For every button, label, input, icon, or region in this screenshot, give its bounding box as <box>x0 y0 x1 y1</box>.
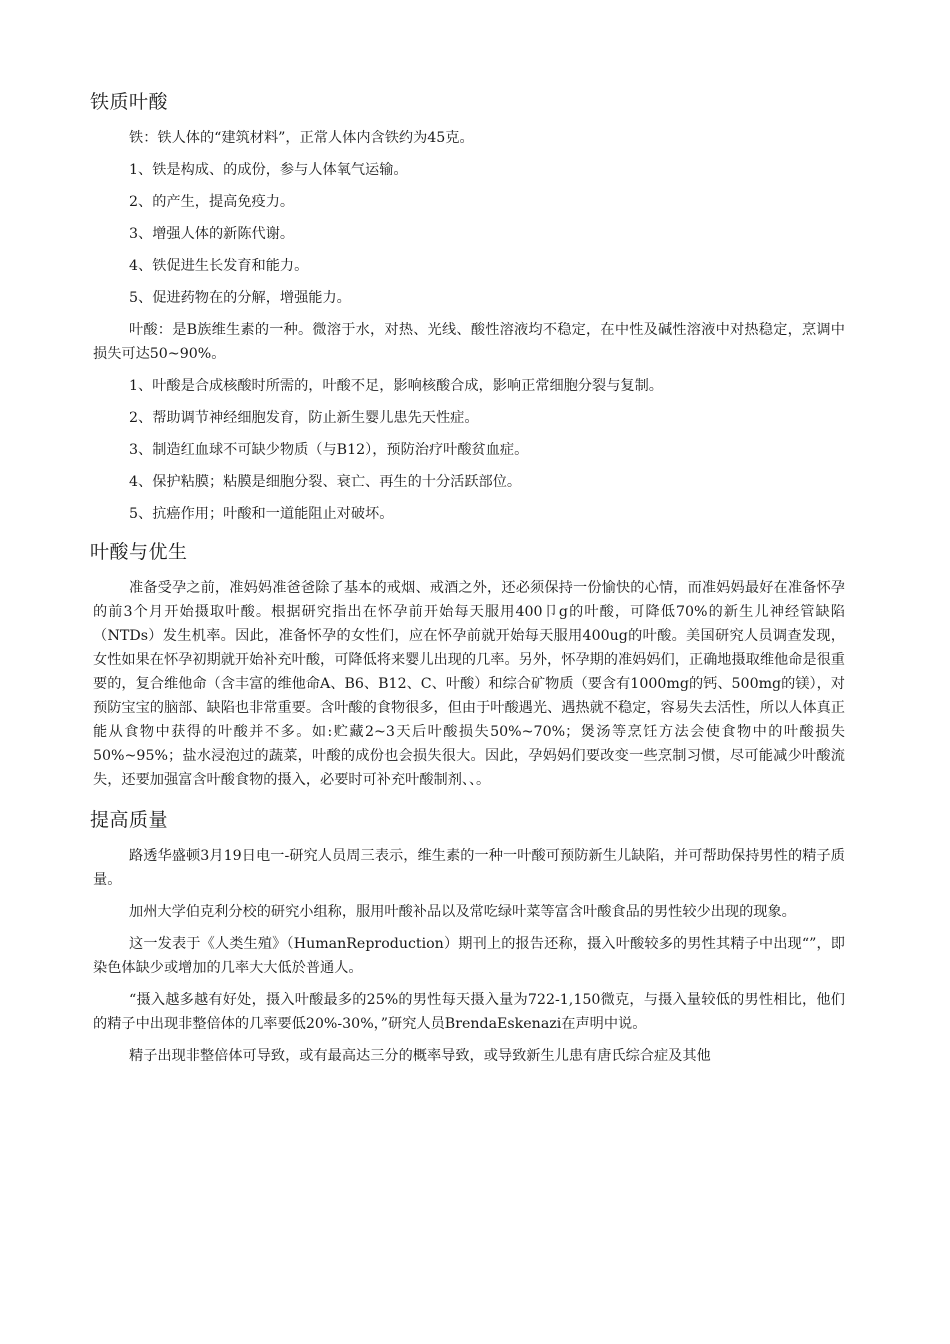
paragraph: 3、制造红血球不可缺少物质（与B12），预防治疗叶酸贫血症。 <box>129 442 529 458</box>
section-heading: 叶酸与优生 <box>90 541 188 563</box>
document-page <box>90 88 845 1082</box>
paragraph: 这一发表于《人类生殖》（HumanReproduction）期刊上的报告还称，摄入叶酸较多的男性其精子中出现“”，即染色体缺少或增加的几率大大低於普通人。 <box>93 936 845 976</box>
paragraph: 加州大学伯克利分校的研究小组称，服用叶酸补品以及常吃绿叶菜等富含叶酸食品的男性较少出现的现象。 <box>129 904 796 920</box>
paragraph: 1、叶酸是合成核酸时所需的，叶酸不足，影响核酸合成，影响正常细胞分裂与复制。 <box>129 378 663 394</box>
paragraph: 铁：铁人体的“建筑材料”，正常人体内含铁约为45克。 <box>129 130 474 146</box>
section-iron-folic-acid <box>90 88 845 526</box>
section-improve-quality <box>90 806 845 1068</box>
paragraph: 1、铁是构成、的成份，参与人体氧气运输。 <box>129 162 408 178</box>
paragraph: 5、促进药物在的分解，增强能力。 <box>129 290 351 306</box>
paragraph: 叶酸：是B族维生素的一种。微溶于水，对热、光线、酸性溶液均不稳定，在中性及碱性溶液中对热稳定，烹调中损失可达50~90%。 <box>93 322 845 362</box>
paragraph: 精子出现非整倍体可导致，或有最高达三分的概率导致，或导致新生儿患有唐氏综合症及其他 <box>129 1048 711 1064</box>
section-heading: 铁质叶酸 <box>90 91 169 113</box>
paragraph: “摄入越多越有好处，摄入叶酸最多的25%的男性每天摄入量为722-1,150微克，与摄入量较低的男性相比，他们的精子中出现非整倍体的几率要低20%-30%，”研究人员BrendaEskenazi在声明中说。 <box>93 992 845 1032</box>
paragraph: 4、铁促进生长发育和能力。 <box>129 258 309 274</box>
section-heading: 提高质量 <box>90 809 169 831</box>
paragraph: 2、帮助调节神经细胞发育，防止新生婴儿患先天性症。 <box>129 410 479 426</box>
paragraph: 2、的产生，提高免疫力。 <box>129 194 295 210</box>
section-folic-acid-eugenics <box>90 538 845 792</box>
paragraph: 4、保护粘膜；粘膜是细胞分裂、衰亡、再生的十分活跃部位。 <box>129 474 522 490</box>
paragraph: 路透华盛顿3月19日电一-研究人员周三表示，维生素的一种一叶酸可预防新生儿缺陷，并可帮助保持男性的精子质量。 <box>93 848 845 888</box>
paragraph: 5、抗癌作用；叶酸和一道能阻止对破坏。 <box>129 506 394 522</box>
paragraph: 3、增强人体的新陈代谢。 <box>129 226 295 242</box>
paragraph: 准备受孕之前，准妈妈准爸爸除了基本的戒烟、戒酒之外，还必须保持一份愉快的心情，而准妈妈最好在准备怀孕的前3个月开始摄取叶酸。根据研究指出在怀孕前开始每天服用400卩g的叶酸，可降低70%的新生儿神经管缺陷（NTDs）发生机率。因此，准备怀孕的女性们，应在怀孕前就开始每天服用400ug的叶酸。美国研究人员调查发现，女性如果在怀孕初期就开始补充叶酸，可降低将来婴儿出现的几率。另外，怀孕期的准妈妈们，正确地摄取维他命是很重要的，复合维他命（含丰富的维他命A、B6、B12、C、叶酸）和综合矿物质（要含有1000mg的钙、500mg的镁），对预防宝宝的脑部、缺陷也非常重要。含叶酸的食物很多，但由于叶酸遇光、遇热就不稳定，容易失去活性，所以人体真正能从食物中获得的叶酸并不多。如:贮藏2~3天后叶酸损失50%~70%；煲汤等烹饪方法会使食物中的叶酸损失50%~95%；盐水浸泡过的蔬菜，叶酸的成份也会损失很大。因此，孕妈妈们要改变一些烹制习惯，尽可能减少叶酸流失，还要加强富含叶酸食物的摄入，必要时可补充叶酸制剂、、。 <box>93 580 845 788</box>
